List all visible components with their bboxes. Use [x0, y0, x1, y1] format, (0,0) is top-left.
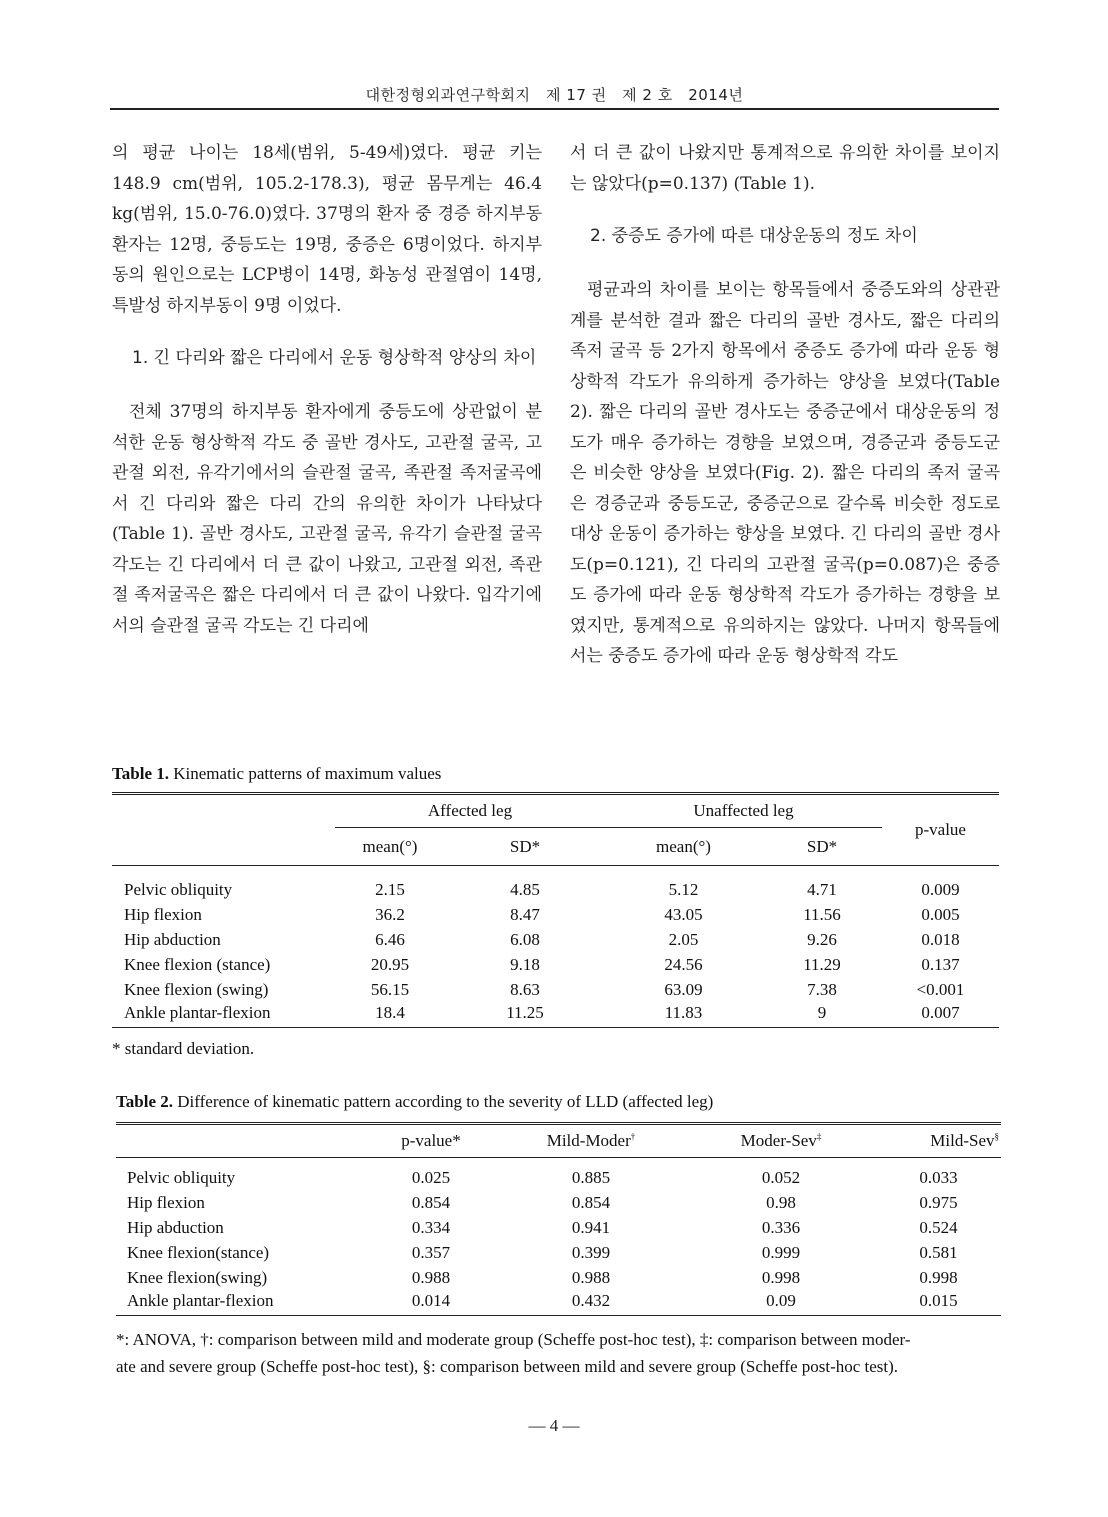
table2-caption: [116, 1092, 713, 1112]
section-heading: 2. 중증도 증가에 따른 대상운동의 정도 차이: [590, 226, 918, 246]
table1-col-pvalue: p-value: [915, 820, 966, 839]
table-row: Knee flexion(stance) 0.357 0.399 0.999 0.581: [127, 1243, 958, 1262]
table2-col-mild-moder: Mild-Moder†: [546, 1131, 636, 1150]
table-row: Ankle plantar-flexion 0.014 0.432 0.09 0.015: [116, 1291, 1001, 1316]
table1: [112, 792, 999, 1028]
body-paragraph: 전체 37명의 하지부동 환자에게 중등도에 상관없이 분석한 운동 형상학적 각도 중 골반 경사도, 고관절 굴곡, 고관절 외전, 유각기에서의 슬관절 굴곡, 족관절 족저굴곡에서 긴 다리와 짧은 다리 간의 유의한 차이가 나타났다(Table 1). 골반 경사도, 고관절 굴곡, 유각기 슬관절 굴곡 각도는 긴 다리에서 더 큰 값이 나왔고, 고관절 외전, 족관절 족저굴곡은 짧은 다리에서 더 큰 값이 나왔다. 입각기에서의 슬관절 굴곡 각도는 긴 다리에: [112, 402, 542, 636]
left-column: [112, 138, 542, 641]
table1-stub-header: [112, 794, 335, 828]
table2-caption-label: Table 2.: [116, 1092, 174, 1111]
table2-col-mild-sev: Mild-Sev§: [930, 1131, 999, 1150]
body-paragraph: 서 더 큰 값이 나왔지만 통계적으로 유의한 차이를 보이지는 않았다(p=0.137) (Table 1).: [570, 143, 1000, 194]
table-row: Hip abduction 0.334 0.941 0.336 0.524: [127, 1218, 958, 1237]
table2-caption-text: Difference of kinematic pattern according to the severity of LLD (affected leg): [173, 1092, 714, 1111]
table1-group-affected: Affected leg: [335, 794, 605, 828]
table2-footnote-line: ate and severe group (Scheffe post-hoc test), §: comparison between mild and severe group (Scheffe post-hoc test).: [116, 1357, 899, 1376]
table-row: Ankle plantar-flexion 18.4 11.25 11.83 9 0.007: [112, 1003, 999, 1028]
table2-stub-header: [116, 1124, 366, 1158]
table-row: Hip abduction 6.46 6.08 2.05 9.26 0.018: [124, 930, 960, 949]
table1-col-mean: mean(°): [362, 836, 418, 856]
table1-caption: [112, 764, 441, 784]
table-row: Pelvic obliquity 2.15 4.85 5.12 4.71 0.009: [124, 880, 960, 899]
running-head: 대한정형외과연구학회지 제 17 권 제 2 호 2014년: [365, 86, 744, 104]
table1-col-sd: SD*: [806, 836, 838, 856]
table1-group-unaffected: Unaffected leg: [605, 794, 882, 828]
table2-col-pvalue: p-value*: [401, 1131, 461, 1150]
table-row: Knee flexion (stance) 20.95 9.18 24.56 11.29 0.137: [124, 955, 960, 974]
page-number: — 4 —: [528, 1416, 580, 1435]
body-paragraph: 의 평균 나이는 18세(범위, 5-49세)였다. 평균 키는 148.9 cm(범위, 105.2-178.3), 평균 몸무게는 46.4 kg(범위, 15.0-76.0)였다. 37명의 환자 중 경증 하지부동 환자는 12명, 중등도는 19명, 중증은 6명이었다. 하지부동의 원인으로는 LCP병이 14명, 화농성 관절염이 14명, 특발성 하지부동이 9명 이었다.: [112, 143, 542, 316]
table-row: Knee flexion (swing) 56.15 8.63 63.09 7.38 <0.001: [124, 980, 965, 999]
table2-col-moder-sev: Moder-Sev‡: [740, 1131, 822, 1150]
table1-footnote: * standard deviation.: [112, 1039, 255, 1058]
table1-caption-text: Kinematic patterns of maximum values: [169, 764, 442, 783]
table1-caption-label: Table 1.: [112, 764, 170, 783]
table2-footnote: [116, 1326, 1006, 1380]
table-row: Hip flexion 0.854 0.854 0.98 0.975: [127, 1193, 958, 1212]
table-row: Hip flexion 36.2 8.47 43.05 11.56 0.005: [124, 905, 960, 924]
right-column: [570, 138, 1000, 672]
table2: [116, 1122, 1001, 1316]
header-rule: [110, 108, 999, 110]
table1-col-mean: mean(°): [656, 836, 711, 856]
table-row: Pelvic obliquity 0.025 0.885 0.052 0.033: [127, 1168, 958, 1187]
table-row: Knee flexion(swing) 0.988 0.988 0.998 0.998: [127, 1268, 958, 1287]
section-heading: 1. 긴 다리와 짧은 다리에서 운동 형상학적 양상의 차이: [132, 348, 537, 368]
table1-col-sd: SD*: [509, 836, 541, 856]
body-paragraph: 평균과의 차이를 보이는 항목들에서 중증도와의 상관관계를 분석한 결과 짧은 다리의 골반 경사도, 짧은 다리의 족저 굴곡 등 2가지 항목에서 중증도 증가에 따라 운동 형상학적 각도가 유의하게 증가하는 양상을 보였다(Table 2). 짧은 다리의 골반 경사도는 중증군에서 대상운동의 정도가 매우 증가하는 경향을 보였으며, 경증군과 중등도군은 비슷한 양상을 보였다(Fig. 2). 짧은 다리의 족저 굴곡은 경증군과 중등도군, 중증군으로 갈수록 비슷한 정도로 대상 운동이 증가하는 향상을 보였다. 긴 다리의 골반 경사도(p=0.121), 긴 다리의 고관절 굴곡(p=0.087)은 중증도 증가에 따라 운동 형상학적 각도가 증가하는 경향을 보였지만, 통계적으로 유의하지는 않았다. 나머지 항목들에서는 중증도 증가에 따라 운동 형상학적 각도: [570, 280, 1000, 666]
table2-footnote-line: *: ANOVA, †: comparison between mild and moderate group (Scheffe post-hoc test), ‡: comparison between moder-: [116, 1330, 911, 1349]
